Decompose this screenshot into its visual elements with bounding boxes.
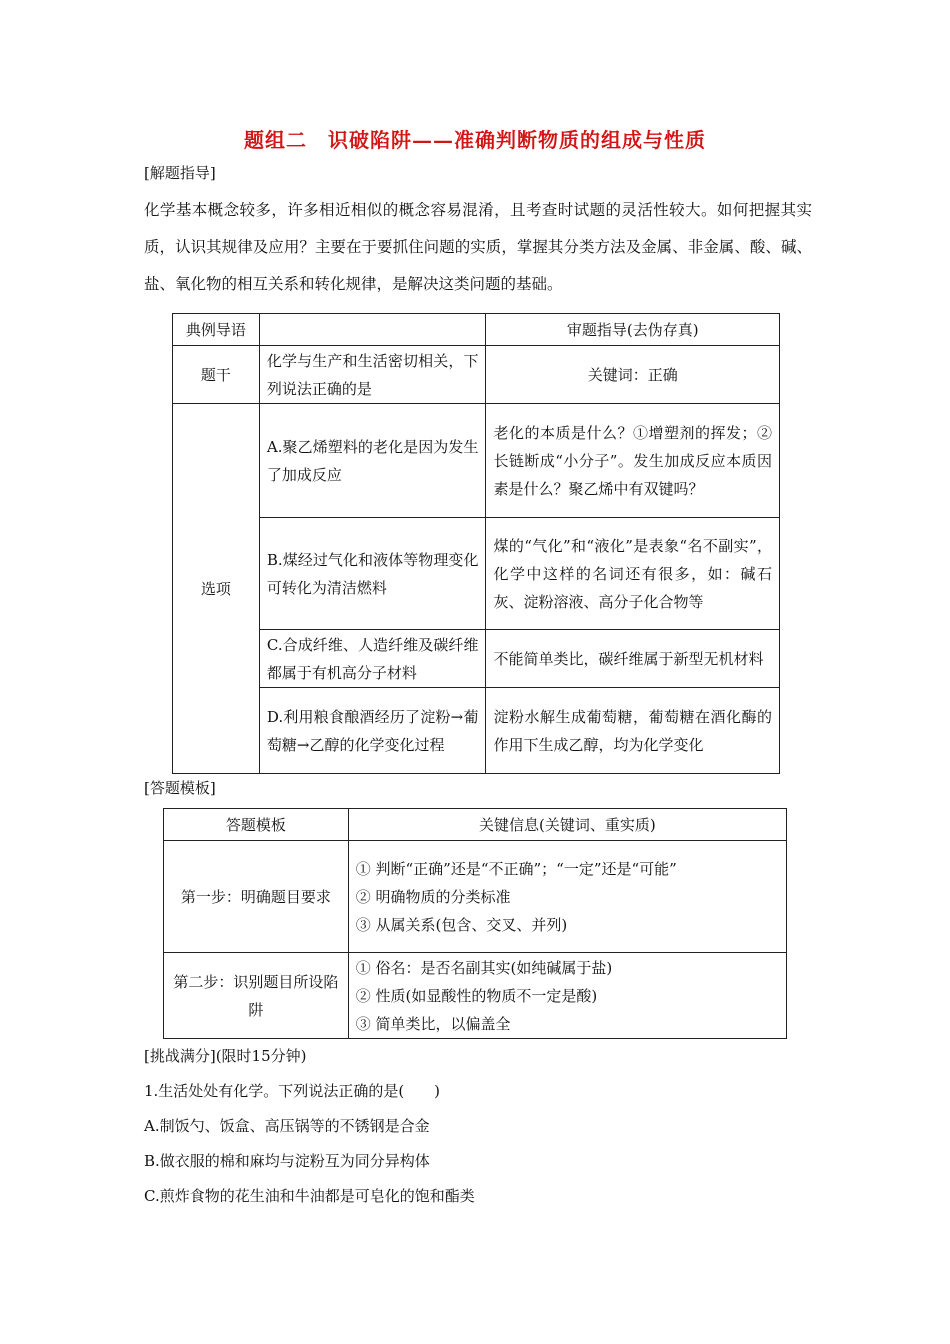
step2-item: ① 俗名：是否名副其实(如纯碱属于盐) [355,958,613,977]
step1-label: 第一步：明确题目要求 [164,841,349,953]
guide-label: [解题指导] [144,164,216,182]
option-cell: C.合成纤维、人造纤维及碳纤维都属于有机高分子材料 [259,630,486,688]
example-table [172,313,780,774]
step1-items [348,841,786,953]
option-cell: B.煤经过气化和液体等物理变化可转化为清洁燃料 [259,518,486,630]
option-cell: D.利用粮食酿酒经历了淀粉→葡萄糖→乙醇的化学变化过程 [259,688,486,774]
note-cell: 淀粉水解生成葡萄糖，葡萄糖在酒化酶的作用下生成乙醇，均为化学变化 [486,688,780,774]
step1-item: ③ 从属关系(包含、交叉、并列) [355,915,568,934]
header-cell: 答题模板 [164,809,349,841]
question-option: C.煎炸食物的花生油和牛油都是可皂化的饱和酯类 [144,1187,475,1205]
note-cell: 老化的本质是什么？①增塑剂的挥发；②长链断成“小分子”。发生加成反应本质因素是什么？聚乙烯中有双键吗？ [486,404,780,518]
step1-item: ② 明确物质的分类标准 [355,887,511,906]
challenge-label: [挑战满分](限时15分钟) [144,1047,307,1065]
guide-paragraph: 化学基本概念较多，许多相近相似的概念容易混淆，且考查时试题的灵活性较大。如何把握其实质，认识其规律及应用？主要在于要抓住问题的实质，掌握其分类方法及金属、非金属、酸、碱、盐、氧化物的相互关系和转化规律，是解决这类问题的基础。 [144,201,812,293]
options-label: 选项 [173,404,260,774]
question-option: B.做衣服的棉和麻均与淀粉互为同分异构体 [144,1152,430,1170]
step2-item: ② 性质(如显酸性的物质不一定是酸) [355,986,598,1005]
stem-text: 化学与生产和生活密切相关，下列说法正确的是 [259,346,486,404]
question-option: A.制饭勺、饭盒、高压锅等的不锈钢是合金 [144,1117,430,1135]
option-cell: A.聚乙烯塑料的老化是因为发生了加成反应 [259,404,486,518]
page-title: 题组二 识破陷阱——准确判断物质的组成与性质 [244,128,706,152]
header-cell: 典例导语 [173,314,260,346]
step2-label: 第二步：识别题目所设陷阱 [164,953,349,1039]
step2-item: ③ 简单类比，以偏盖全 [355,1014,511,1033]
template-label: [答题模板] [144,779,216,797]
step2-items [348,953,786,1039]
note-cell: 不能简单类比，碳纤维属于新型无机材料 [486,630,780,688]
header-cell: 关键信息(关键词、重实质) [348,809,786,841]
note-cell: 煤的“气化”和“液化”是表象“名不副实”，化学中这样的名词还有很多，如：碱石灰、淀粉溶液、高分子化合物等 [486,518,780,630]
question-stem: 1.生活处处有化学。下列说法正确的是( ) [144,1082,441,1100]
stem-key: 关键词：正确 [486,346,780,404]
header-cell: 审题指导(去伪存真) [486,314,780,346]
stem-label: 题干 [173,346,260,404]
header-cell [259,314,486,346]
step1-item: ① 判断“正确”还是“不正确”；“一定”还是“可能” [355,859,677,878]
template-table [163,808,787,1039]
